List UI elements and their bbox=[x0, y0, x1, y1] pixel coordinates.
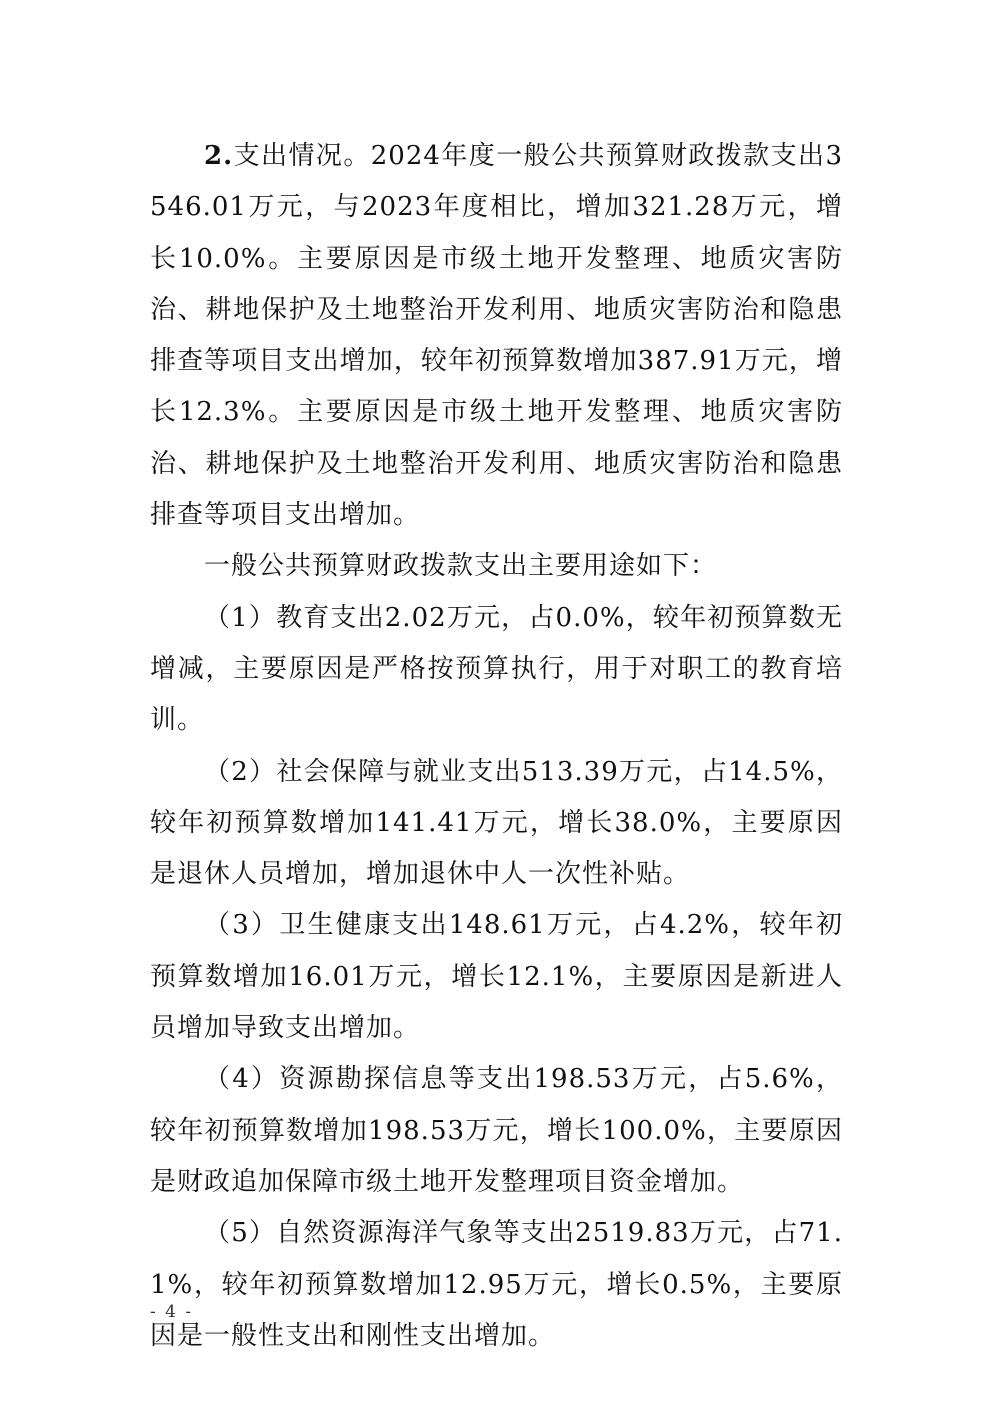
document-body bbox=[150, 131, 843, 1362]
page-number: - 4 - bbox=[150, 1302, 194, 1322]
expenditure-text: 支出情况。2024年度一般公共预算财政拨款支出3546.01万元，与2023年度相比，增加321.28万元，增长10.0%。主要原因是市级土地开发整理、地质灾害防治、耕地保护及土地整治开发利用、地质灾害防治和隐患排查等项目支出增加，较年初预算数增加387.91万元，增长12.3%。主要原因是市级土地开发整理、地质灾害防治、耕地保护及土地整治开发利用、地质灾害防治和隐患排查等项目支出增加。 bbox=[150, 141, 843, 531]
item-natural-resources: （5）自然资源海洋气象等支出2519.83万元，占71.1%，较年初预算数增加12.95万元，增长0.5%，主要原因是一般性支出和刚性支出增加。 bbox=[150, 1218, 843, 1351]
item-social-security: （2）社会保障与就业支出513.39万元，占14.5%，较年初预算数增加141.41万元，增长38.0%，主要原因是退休人员增加，增加退休中人一次性补贴。 bbox=[150, 756, 843, 890]
expenditure-paragraph bbox=[150, 131, 843, 541]
usage-intro: 一般公共预算财政拨款支出主要用途如下： bbox=[204, 551, 718, 582]
section-number: 2. bbox=[204, 141, 234, 171]
item-health: （3）卫生健康支出148.61万元，占4.2%，较年初预算数增加16.01万元，增长12.1%，主要原因是新进人员增加导致支出增加。 bbox=[150, 910, 843, 1044]
item-education: （1）教育支出2.02万元，占0.0%，较年初预算数无增减，主要原因是严格按预算执行，用于对职工的教育培训。 bbox=[150, 602, 843, 736]
item-resource-exploration: （4）资源勘探信息等支出198.53万元，占5.6%，较年初预算数增加198.53万元，增长100.0%，主要原因是财政追加保障市级土地开发整理项目资金增加。 bbox=[150, 1064, 843, 1197]
